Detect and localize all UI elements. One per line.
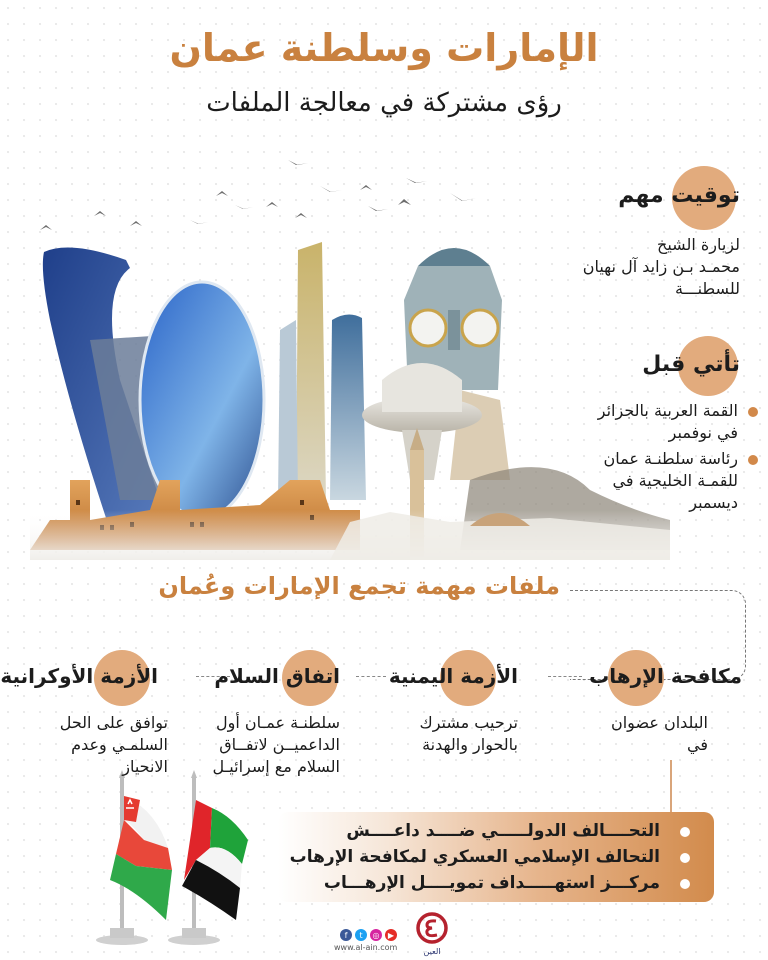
al-ain-logo-icon [414,912,450,958]
bullet-icon [748,407,758,417]
uae-flag-icon [168,770,248,945]
column-heading-yemen: الأزمة اليمنية [388,664,518,688]
instagram-icon[interactable]: ◎ [370,929,382,941]
list-item: التحــــالف الدولـــــي ضــــد داعــــش [288,818,694,844]
terror-alliances-box [278,812,714,902]
column-separator [356,676,386,677]
main-title: الإمارات وسلطنة عمان [169,26,599,70]
social-icons [340,929,397,941]
list-item: رئاسة سلطنـة عمان للقمـة الخليجية في ديسمبر [568,448,758,514]
column-heading-ukraine: الأزمة الأوكرانية [0,664,158,688]
oman-flag-icon [96,770,172,945]
bullet-icon [748,455,758,465]
bullet-icon [680,853,690,863]
birds-icon [40,160,476,230]
list-item: القمة العربية بالجزائر في نوفمبر [568,400,758,444]
files-section-title: ملفات مهمة تجمع الإمارات وعُمان [158,572,560,600]
column-text-peace: سلطنـة عمـان أول الداعميــن لاتفــاق السلام مع إسرائيـل [212,713,340,776]
comes-before-list [568,400,758,518]
facebook-icon[interactable]: f [340,929,352,941]
timing-heading: توقيت مهم [618,183,740,208]
subtitle: رؤى مشتركة في معالجة الملفات [206,88,562,118]
column-heading-peace: اتفاق السلام [214,664,340,688]
bullet-icon [680,827,690,837]
column-separator [548,676,582,677]
comes-before-heading: تأتي قبل [642,352,740,377]
website-link[interactable]: www.al-ain.com [334,943,398,952]
column-text-yemen: ترحيب مشترك بالحوار والهدنة [419,713,518,754]
list-item: التحالف الإسلامي العسكري لمكافحة الإرهاب [288,844,694,870]
timing-text: لزيارة الشيخ محمـد بـن زايد آل نهيان للسطنـــة [582,235,740,298]
svg-text:العين: العين [423,947,441,956]
footer [330,910,460,960]
flags-illustration [96,770,256,950]
twitter-icon[interactable]: t [355,929,367,941]
bullet-icon [680,879,690,889]
list-item: مركـــز استهـــــداف تمويــــل الإرهـــاب [288,870,694,896]
youtube-icon[interactable]: ▶ [385,929,397,941]
column-text-terrorism: البلدان عضوان في [610,713,708,754]
column-text-ukraine: توافق على الحل السلمـي وعدم الانحياز [59,713,168,776]
column-heading-terrorism: مكافحة الإرهاب [589,664,742,688]
